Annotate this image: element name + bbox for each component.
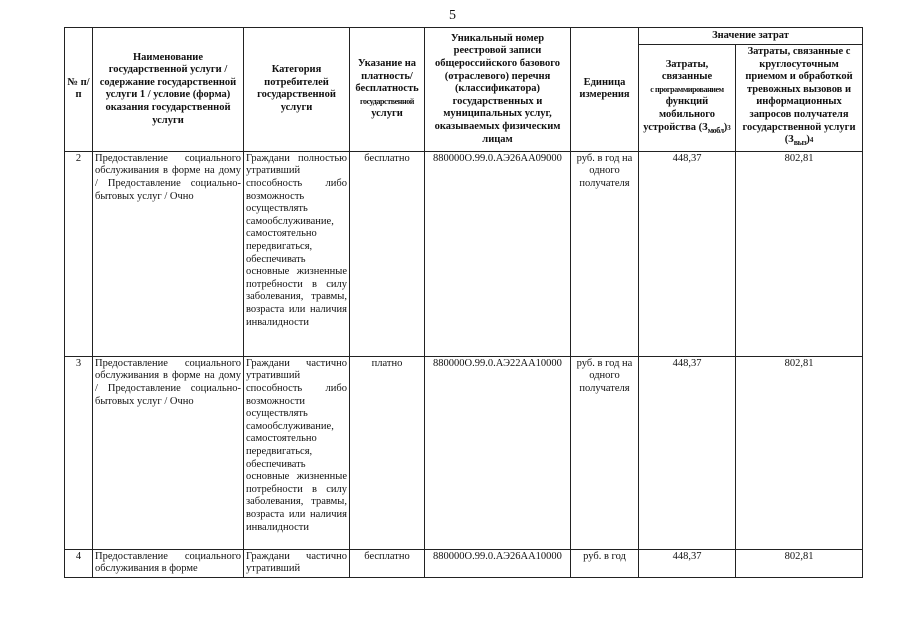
table-row — [65, 356, 863, 549]
row-service: Предоставление социального обслуживания в форме на дому / Предоставление социально-бытовых услуг / Очно — [93, 356, 244, 549]
header-payment-small: государственной — [359, 96, 415, 106]
row-cost-calls: 802,81 — [736, 549, 863, 577]
row-cost-mobile: 448,37 — [639, 151, 736, 356]
row-payment: бесплатно — [350, 549, 425, 577]
row-service: Предоставление социального обслуживания в форме на дому / Предоставление социально-бытовых услуг / Очно — [93, 151, 244, 356]
row-num: 4 — [65, 549, 93, 577]
row-unit: руб. в год на одного получателя — [571, 356, 639, 549]
header-cost-calls-a: Затраты, связанные с круглосуточным приемом и обработкой тревожных вызовов и информационных запросов получателя государственной услуги (З — [742, 46, 856, 146]
row-registry: 880000О.99.0.АЭ26АА09000 — [425, 151, 571, 356]
cost-table — [64, 27, 863, 578]
page-number: 5 — [449, 8, 456, 23]
row-category: Граждани частично утративший способность либо возможности осуществлять самообслуживание, самостоятельно передвигаться, обеспечивать основные жизненные потребности в силу заболевания, травмы, возраста или наличия инвалидности — [244, 356, 350, 549]
header-registry: Уникальный номер реестровой записи общероссийского базового (отраслевого) перечня (классификатора) государственных и муниципальных услуг, оказываемых физическим лицам — [425, 28, 571, 152]
row-cost-calls: 802,81 — [736, 356, 863, 549]
header-cost-calls-sup: 4 — [809, 136, 814, 145]
row-cost-calls: 802,81 — [736, 151, 863, 356]
header-cost-mobile-b: функций мобильного устройства (З — [643, 96, 716, 133]
header-cost-mobile-sub: мобл — [707, 125, 724, 135]
table-row — [65, 151, 863, 356]
row-registry: 880000О.99.0.АЭ22АА10000 — [425, 356, 571, 549]
row-service: Предоставление социального обслуживания в форме — [93, 549, 244, 577]
header-payment-text: Указание на платность/ бесплатность — [355, 57, 419, 95]
header-payment-tail: услуги — [371, 108, 403, 120]
row-num: 2 — [65, 151, 93, 356]
header-cost-mobile-sup: 3 — [727, 123, 731, 132]
row-unit: руб. в год — [571, 549, 639, 577]
row-category: Граждани полностью утративший способность либо возможность осуществлять самообслуживание, самостоятельно передвигаться, обеспечивать основные жизненные потребности в силу заболевания, травмы, возраста или наличия инвалидности — [244, 151, 350, 356]
header-payment — [350, 28, 425, 152]
row-category: Граждани частично утративший — [244, 549, 350, 577]
row-payment: платно — [350, 356, 425, 549]
header-cost-calls-sub: выз — [793, 138, 807, 148]
row-cost-mobile: 448,37 — [639, 549, 736, 577]
header-cost-calls: Затраты, связанные с круглосуточным приемом и обработкой тревожных вызовов и информационных запросов получателя государственной услуги $(З_{выз})^4$ — [736, 45, 863, 152]
header-unit: Единица измерения — [571, 28, 639, 152]
header-service-name: Наименование государственной услуги / содержание государственной услуги 1 / условие (форма) оказания государственной услуги — [93, 28, 244, 152]
row-payment: бесплатно — [350, 151, 425, 356]
header-costs-group: Значение затрат — [639, 28, 863, 45]
header-cost-mobile-a: Затраты, связанные — [661, 58, 713, 83]
header-row-1 — [65, 28, 863, 45]
row-unit: руб. в год на одного получателя — [571, 151, 639, 356]
header-cost-mobile-small: с программированием — [650, 84, 724, 94]
row-cost-mobile: 448,37 — [639, 356, 736, 549]
row-num: 3 — [65, 356, 93, 549]
row-registry: 880000О.99.0.АЭ26АА10000 — [425, 549, 571, 577]
table-row — [65, 549, 863, 577]
header-category: Категория потребителей государственной услуги — [244, 28, 350, 152]
header-cost-mobile: Затраты, связанные с программированием функций мобильного устройства $(З_{мобл})^3$ — [639, 45, 736, 152]
header-num: № п/п — [65, 28, 93, 152]
